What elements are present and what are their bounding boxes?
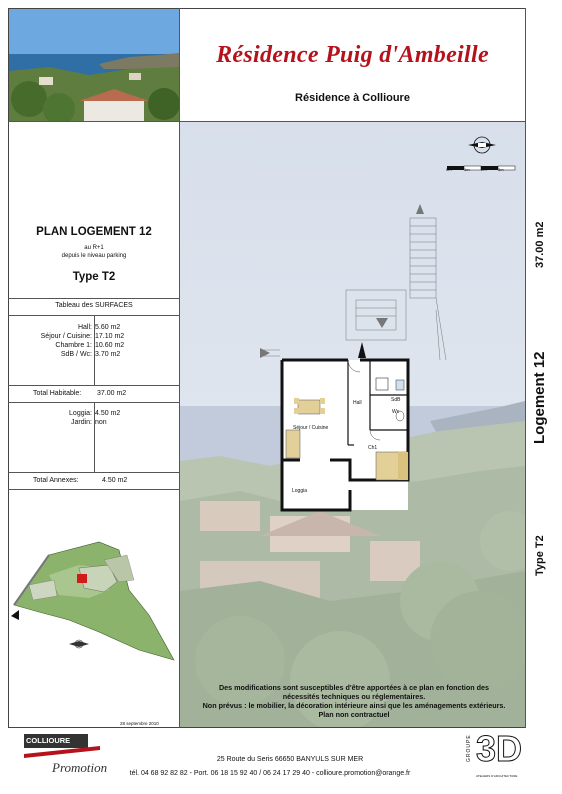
room-label-ch1: Ch1 [368,445,378,451]
scale-label: 1m [464,167,470,172]
plan-access: depuis le niveau parking [61,253,127,259]
divider [8,472,179,473]
residence-title: Résidence Puig d'Ambeille [216,42,489,68]
side-logement: Logement 12 [531,351,548,444]
company-logo: COLLIOURE Promotion [26,736,108,775]
room-label-wc: Wc [392,409,400,415]
groupe-3d-logo: GROUPE 3D ATELIERS D'ARCHITECTURE [466,728,523,778]
side-type: Type T2 [534,535,546,576]
surfaces-table-header: Tableau des SURFACES [55,302,133,309]
room-label-sdb: SdB [391,397,401,403]
compass-icon [462,134,502,156]
plan-title: PLAN LOGEMENT 12 [36,226,152,238]
plan-date: 28 septembre 2010 [120,721,159,726]
floor-plan [250,190,450,520]
divider [179,8,180,728]
divider [8,121,526,122]
company-address: 25 Route du Seris 66650 BANYULS SUR MER [216,756,364,763]
site-map [9,520,179,670]
scale-label: 0m [446,167,452,172]
divider [8,298,179,299]
divider [8,489,179,490]
divider [525,8,526,728]
plan-level: au R+1 [84,245,104,251]
side-area: 37.00 m2 [534,221,546,268]
residence-subtitle: Résidence à Collioure [295,92,410,104]
scale-bar [447,158,517,164]
room-label-sejour: Séjour / Cuisine [293,425,329,431]
company-contact: tél. 04 68 92 82 82 - Port. 06 18 15 92 40 / 06 24 17 29 40 - collioure.promotion@orange.fr [129,770,411,777]
disclaimer: Des modifications sont susceptibles d'être apportées à ce plan en fonction des nécessités techniques ou réglementaires. Non prévus : le mobilier, la décoration intérieure ainsi que les aménagements extérieurs. Plan non contractuel [202,683,506,719]
room-label-loggia: Loggia [292,488,308,494]
scale-label: 2m [481,167,487,172]
scale-label: 3m [498,167,504,172]
divider [8,385,179,386]
room-label-hall: Hall [353,400,362,406]
plan-type: Type T2 [72,271,116,283]
